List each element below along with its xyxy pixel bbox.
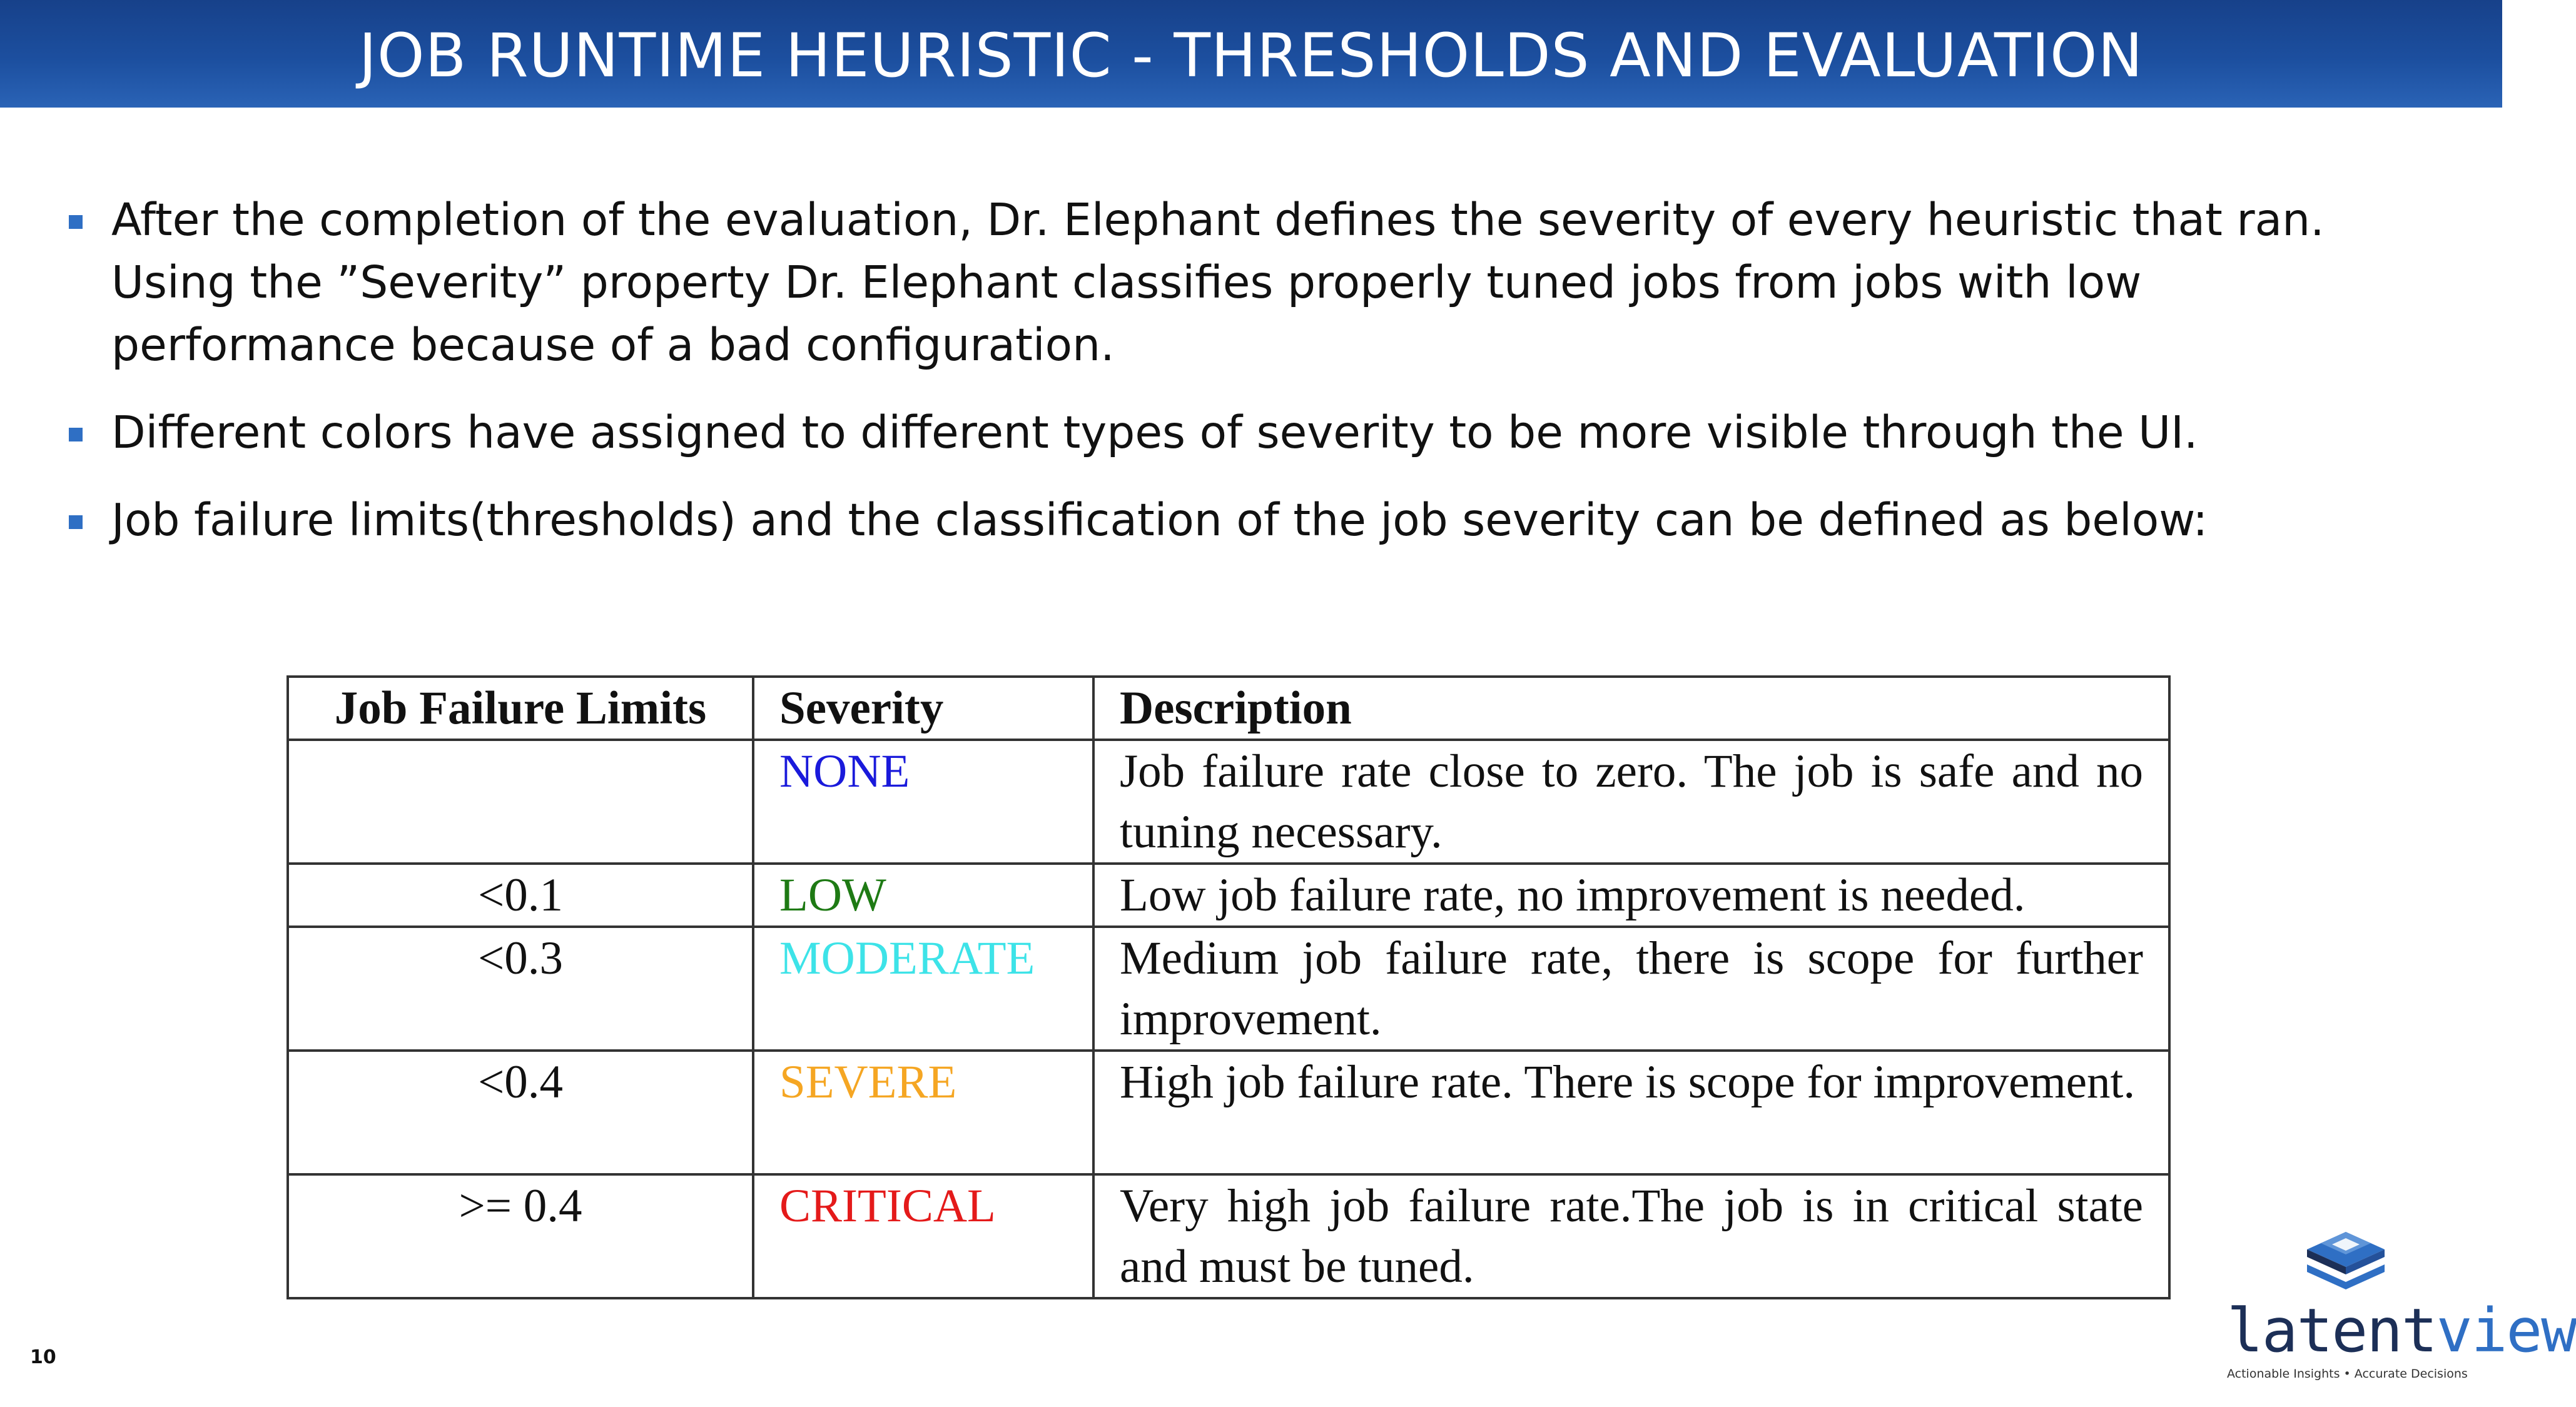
stacked-layers-icon bbox=[2227, 1219, 2465, 1301]
severity-cell: LOW bbox=[753, 864, 1093, 927]
header-description: Description bbox=[1093, 677, 2169, 740]
bullet-list bbox=[63, 189, 2440, 577]
severity-cell: SEVERE bbox=[753, 1051, 1093, 1174]
table-header-row bbox=[288, 677, 2169, 740]
bullet-item bbox=[63, 401, 2440, 464]
description-cell: Job failure rate close to zero. The job is safe and no tuning necessary. bbox=[1093, 740, 2169, 864]
severity-table bbox=[287, 675, 2171, 1299]
table-row bbox=[288, 1174, 2169, 1298]
bullet-text: After the completion of the evaluation, Dr. Elephant defines the severity of every heuristic that ran. Using the ”Severity” property Dr. Elephant classifies properly tuned jobs from jobs with low performance because of a bad configuration. bbox=[111, 194, 2325, 371]
limit-cell: <0.3 bbox=[288, 927, 753, 1051]
limit-cell: >= 0.4 bbox=[288, 1174, 753, 1298]
limit-cell: <0.1 bbox=[288, 864, 753, 927]
description-cell: Low job failure rate, no improvement is needed. bbox=[1093, 864, 2169, 927]
bullet-item bbox=[63, 189, 2440, 376]
square-bullet-icon bbox=[69, 215, 83, 229]
limit-cell: <0.4 bbox=[288, 1051, 753, 1174]
header-job-failure-limits: Job Failure Limits bbox=[288, 677, 753, 740]
limit-cell bbox=[288, 740, 753, 864]
severity-cell: CRITICAL bbox=[753, 1174, 1093, 1298]
description-cell: Very high job failure rate.The job is in critical state and must be tuned. bbox=[1093, 1174, 2169, 1298]
bullet-text: Job failure limits(thresholds) and the classification of the job severity can be defined as below: bbox=[111, 494, 2208, 546]
description-cell: Medium job failure rate, there is scope for further improvement. bbox=[1093, 927, 2169, 1051]
latentview-logo bbox=[2227, 1219, 2576, 1388]
table-row bbox=[288, 1051, 2169, 1174]
bullet-item bbox=[63, 489, 2440, 552]
page-number: 10 bbox=[30, 1346, 56, 1368]
slide-title: JOB RUNTIME HEURISTIC - THRESHOLDS AND EVALUATION bbox=[358, 21, 2144, 91]
logo-wordmark: latentview bbox=[2227, 1296, 2576, 1366]
table-row bbox=[288, 740, 2169, 864]
severity-cell: MODERATE bbox=[753, 927, 1093, 1051]
logo-tagline: Actionable Insights • Accurate Decisions bbox=[2227, 1367, 2468, 1381]
table-row bbox=[288, 864, 2169, 927]
title-bar bbox=[0, 0, 2502, 108]
square-bullet-icon bbox=[69, 428, 83, 441]
severity-cell: NONE bbox=[753, 740, 1093, 864]
table-row bbox=[288, 927, 2169, 1051]
square-bullet-icon bbox=[69, 515, 83, 529]
bullet-text: Different colors have assigned to different types of severity to be more visible through the UI. bbox=[111, 406, 2198, 458]
description-cell: High job failure rate. There is scope for improvement. bbox=[1093, 1051, 2169, 1174]
header-severity: Severity bbox=[753, 677, 1093, 740]
